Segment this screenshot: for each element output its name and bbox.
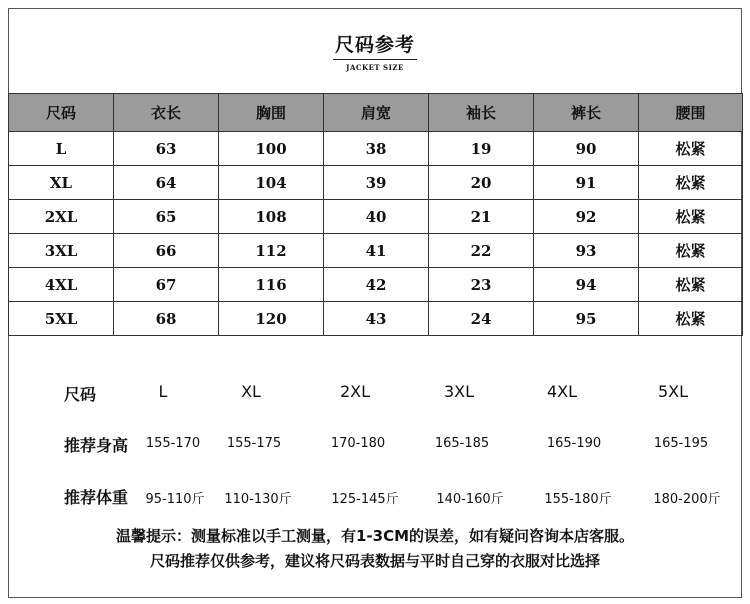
table-cell: 23 [429, 268, 534, 302]
table-cell: 松紧 [639, 302, 743, 336]
note-suggestion: 尺码推荐仅供参考，建议将尺码表数据与平时自己穿的衣服对比选择 [149, 552, 600, 570]
table-cell: 松紧 [639, 234, 743, 268]
table-cell: 63 [114, 132, 219, 166]
table-cell: 41 [324, 234, 429, 268]
table-row [9, 166, 743, 200]
table-cell: 120 [219, 302, 324, 336]
recommend-size: 3XL [443, 382, 475, 401]
table-cell: 67 [114, 268, 219, 302]
header-sleeve: 袖长 [429, 94, 534, 132]
table-cell: 4XL [9, 268, 114, 302]
table-row [9, 268, 743, 302]
table-cell: L [9, 132, 114, 166]
recommend-weight: 180-200斤 [653, 492, 721, 507]
table-cell: 112 [219, 234, 324, 268]
recommend-size: XL [241, 382, 261, 401]
table-cell: 22 [429, 234, 534, 268]
table-row [9, 132, 743, 166]
table-cell: 松紧 [639, 166, 743, 200]
table-cell: 24 [429, 302, 534, 336]
header-pants-length: 裤长 [534, 94, 639, 132]
table-cell: 40 [324, 200, 429, 234]
recommend-size: 2XL [339, 382, 371, 401]
table-cell: 68 [114, 302, 219, 336]
table-cell: 2XL [9, 200, 114, 234]
table-cell: 21 [429, 200, 534, 234]
recommend-weight: 125-145斤 [331, 492, 399, 507]
table-cell: 5XL [9, 302, 114, 336]
table-cell: 116 [219, 268, 324, 302]
table-cell: 104 [219, 166, 324, 200]
recommend-weight: 155-180斤 [544, 492, 612, 507]
table-cell: 91 [534, 166, 639, 200]
table-cell: 19 [429, 132, 534, 166]
table-row [9, 302, 743, 336]
recommend-size: 5XL [657, 382, 689, 401]
recommend-height: 165-195 [653, 436, 709, 451]
recommend-weight: 95-110斤 [145, 492, 205, 507]
recommend-weight: 140-160斤 [436, 492, 504, 507]
header-size: 尺码 [9, 94, 114, 132]
recommend-weight-label: 推荐体重 [63, 488, 129, 507]
table-cell: 64 [114, 166, 219, 200]
table-cell: 95 [534, 302, 639, 336]
table-cell: 100 [219, 132, 324, 166]
table-cell: 松紧 [639, 132, 743, 166]
header-chest: 胸围 [219, 94, 324, 132]
table-row [9, 234, 743, 268]
table-cell: 66 [114, 234, 219, 268]
table-cell: 松紧 [639, 200, 743, 234]
recommend-height: 165-185 [434, 436, 490, 451]
size-table [8, 93, 743, 336]
table-cell: 38 [324, 132, 429, 166]
table-cell: XL [9, 166, 114, 200]
table-cell: 20 [429, 166, 534, 200]
page-subtitle: JACKET SIZE [346, 63, 404, 72]
table-header-row [9, 94, 743, 132]
recommend-height: 165-190 [546, 436, 602, 451]
table-cell: 3XL [9, 234, 114, 268]
table-cell: 42 [324, 268, 429, 302]
table-cell: 43 [324, 302, 429, 336]
table-cell: 93 [534, 234, 639, 268]
header-shoulder: 肩宽 [324, 94, 429, 132]
recommend-size: 4XL [546, 382, 578, 401]
table-cell: 94 [534, 268, 639, 302]
table-cell: 松紧 [639, 268, 743, 302]
table-cell: 39 [324, 166, 429, 200]
header-length: 衣长 [114, 94, 219, 132]
table-cell: 65 [114, 200, 219, 234]
recommend-size: L [158, 382, 168, 401]
page-title: 尺码参考 [334, 34, 415, 56]
title-underline [333, 59, 417, 60]
recommend-height-label: 推荐身高 [63, 436, 129, 455]
note-tip: 温馨提示：测量标准以手工测量，有1-3CM的误差，如有疑问咨询本店客服。 [115, 527, 635, 545]
table-cell: 92 [534, 200, 639, 234]
table-row [9, 200, 743, 234]
header-waist: 腰围 [639, 94, 743, 132]
recommend-weight: 110-130斤 [224, 492, 292, 507]
recommend-size-label: 尺码 [63, 385, 97, 404]
recommend-height: 155-175 [226, 436, 282, 451]
table-cell: 108 [219, 200, 324, 234]
table-cell: 90 [534, 132, 639, 166]
recommend-height: 155-170 [145, 436, 201, 451]
recommend-height: 170-180 [330, 436, 386, 451]
